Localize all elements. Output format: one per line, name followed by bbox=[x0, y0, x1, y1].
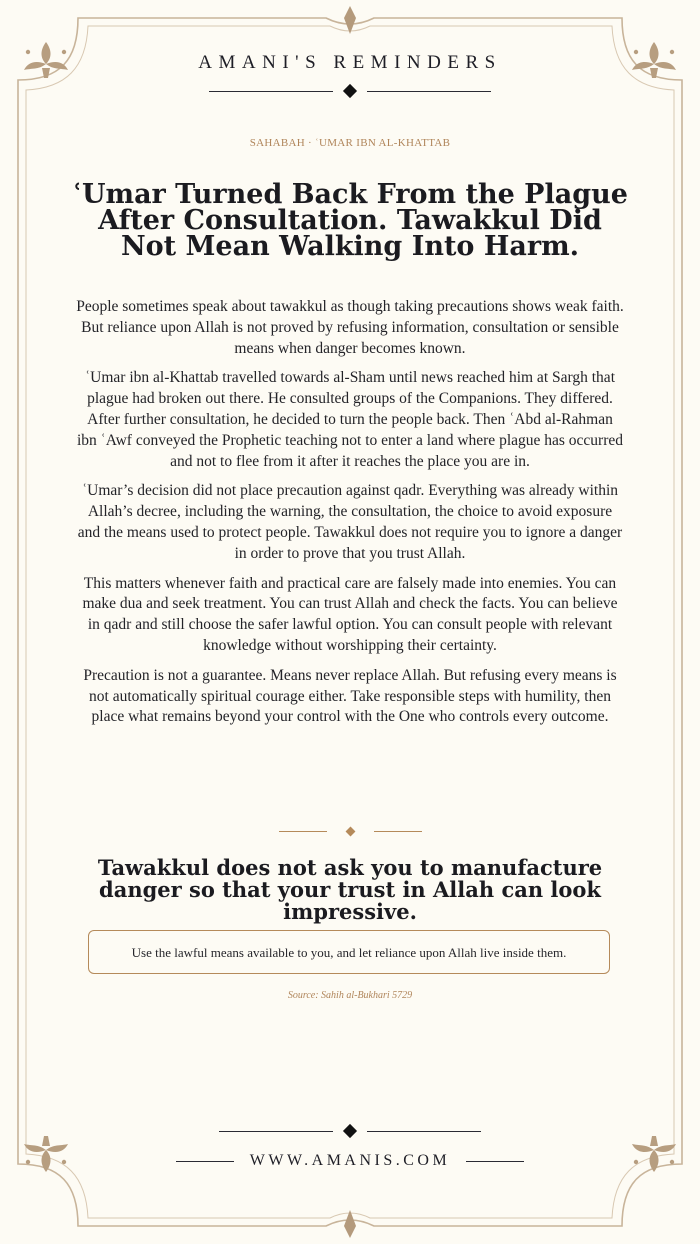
divider-line bbox=[367, 1131, 481, 1132]
article-body bbox=[76, 297, 624, 737]
note-text: Use the lawful means available to you, and let reliance upon Allah live inside them. bbox=[131, 944, 567, 960]
divider-line bbox=[279, 831, 327, 832]
paragraph: ʿUmar’s decision did not place precaution against qadr. Everything was already within Allah’s decree, including the warning, the consultation, the choice to avoid exposure and the means used to protect people. Tawakkul does not require you to ignore a danger in order to prove that you trust Allah. bbox=[77, 482, 623, 562]
paragraph: ʿUmar ibn al-Khattab travelled towards al-Sham until news reached him at Sargh that plague had broken out there. He consulted groups of the Companions. They differed. After further consultation, he decided to turn the people back. Then ʿAbd al-Rahman ibn ʿAwf conveyed the Prophetic teaching not to enter a land where plague has occurred and not to flee from it after it reaches the place you are in. bbox=[76, 369, 624, 470]
section-divider bbox=[0, 828, 700, 835]
brand-title: AMANI'S REMINDERS bbox=[198, 52, 502, 73]
divider-line bbox=[374, 831, 422, 832]
divider-line bbox=[209, 91, 333, 92]
category-label: SAHABAH · ʿUMAR IBN AL-KHATTAB bbox=[249, 137, 451, 149]
callout-heading: Tawakkul does not ask you to manufacture danger so that your trust in Allah can look impressive. bbox=[97, 855, 603, 924]
footer-divider bbox=[0, 1126, 700, 1136]
divider-line bbox=[219, 1131, 333, 1132]
article-title: ʿUmar Turned Back From the Plague After Consultation. Tawakkul Did Not Mean Walking Into Harm. bbox=[72, 179, 628, 262]
divider-line bbox=[367, 91, 491, 92]
source-citation: Source: Sahih al-Bukhari 5729 bbox=[287, 990, 413, 1001]
paragraph: People sometimes speak about tawakkul as though taking precautions shows weak faith. But reliance upon Allah is not proved by refusing information, consultation or sensible means when danger becomes known. bbox=[76, 298, 624, 357]
diamond-icon bbox=[345, 827, 355, 837]
diamond-icon bbox=[343, 84, 357, 98]
diamond-icon bbox=[343, 1124, 357, 1138]
note-box bbox=[88, 930, 610, 974]
footer-website-link[interactable]: WWW.AMANIS.COM bbox=[249, 1152, 451, 1169]
header-divider bbox=[0, 86, 700, 96]
paragraph: This matters whenever faith and practical care are falsely made into enemies. You can make dua and seek treatment. You can trust Allah and check the facts. You can believe in qadr and still choose the safer lawful option. You can consult people with relevant knowledge without worshipping their certainty. bbox=[82, 574, 618, 654]
paragraph: Precaution is not a guarantee. Means never replace Allah. But refusing every means is not automatically spiritual courage either. Take responsible steps with humility, then place what remains beyond your control with the One who controls every outcome. bbox=[83, 666, 617, 726]
